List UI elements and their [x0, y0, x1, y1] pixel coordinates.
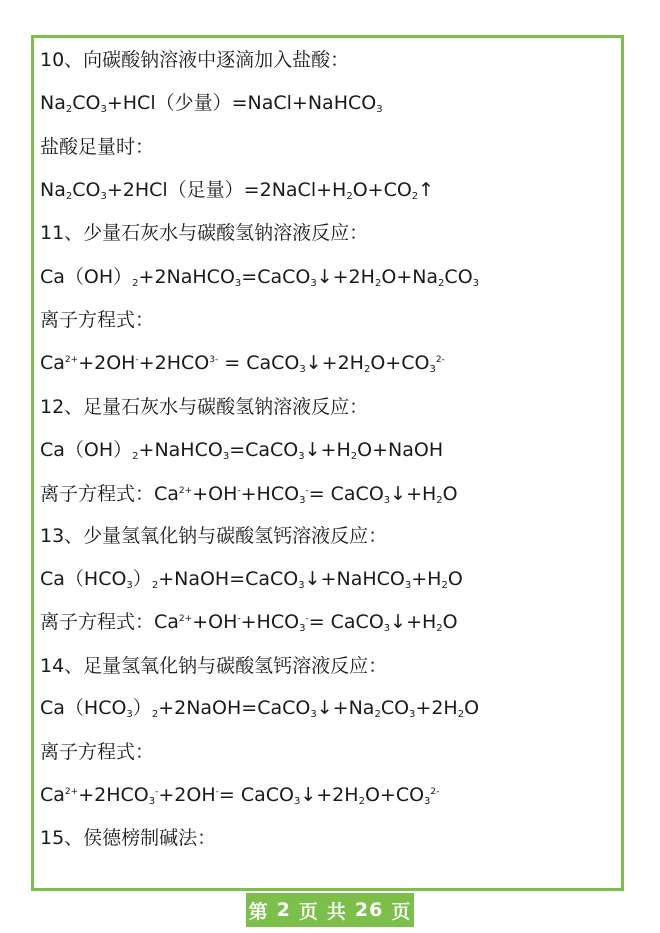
subscript: 3 [310, 278, 317, 289]
subscript: 3 [298, 580, 305, 591]
text-line [40, 782, 439, 808]
subscript: 3 [404, 580, 412, 591]
subscript: 2 [151, 580, 159, 591]
superscript: - [237, 486, 241, 496]
text-line [40, 177, 434, 203]
text-run: 盐酸足量时： [40, 136, 155, 158]
text-run: 11、少量石灰水与碳酸氢钠溶液反应： [40, 222, 369, 244]
text-line [40, 134, 154, 160]
subscript: 2 [346, 191, 353, 202]
text-run: CO [72, 92, 101, 114]
text-line [40, 394, 368, 420]
text-run: 离子方程式：Ca [40, 483, 179, 505]
subscript: 3 [429, 364, 436, 375]
text-run: Na [40, 179, 66, 201]
subscript: 3 [310, 709, 317, 720]
text-run: ↓+2H [305, 352, 364, 374]
text-run: ↓+Na [316, 697, 375, 719]
subscript: 2 [457, 709, 465, 720]
text-run: O+Na [381, 266, 439, 288]
footer-di: 第 [248, 900, 269, 923]
text-run: +2NaOH=CaCO [158, 697, 311, 719]
text-line [40, 739, 154, 765]
text-run: 12、足量石灰水与碳酸氢钠溶液反应： [40, 396, 369, 418]
subscript: 3 [299, 495, 306, 506]
text-run: ↓+H [390, 483, 437, 505]
subscript: 3 [293, 796, 301, 807]
text-line [40, 350, 445, 376]
subscript: 3 [383, 623, 391, 634]
subscript: 2 [374, 278, 382, 289]
subscript: 3 [424, 796, 431, 807]
text-run: +OH [192, 611, 238, 633]
superscript: - [135, 355, 139, 365]
subscript: 3 [409, 709, 416, 720]
text-run: = CaCO [308, 483, 384, 505]
text-run: Ca（HCO [40, 697, 127, 719]
text-run: ↓+H [390, 611, 437, 633]
subscript: 3 [472, 278, 480, 289]
superscript: 3- [209, 355, 219, 365]
text-run: O+CO [370, 352, 430, 374]
text-run: = CaCO [218, 352, 300, 374]
subscript: 2 [132, 451, 139, 462]
subscript: 3 [298, 451, 305, 462]
subscript: 3 [299, 364, 306, 375]
text-run: O+CO [352, 179, 412, 201]
text-run: ↓+NaHCO [304, 568, 405, 590]
text-run: Na [40, 92, 66, 114]
text-line [40, 566, 463, 592]
text-run: Ca [40, 352, 65, 374]
subscript: 2 [358, 796, 365, 807]
text-run: =CaCO [229, 439, 299, 461]
superscript: - [305, 614, 309, 624]
text-run: +2HCO [138, 352, 210, 374]
text-run: CO [72, 179, 101, 201]
text-run: O [442, 483, 458, 505]
superscript: - [237, 614, 241, 624]
text-run: +HCO [240, 611, 300, 633]
text-run: +2HCO [78, 784, 149, 806]
text-run: +H [411, 568, 442, 590]
text-run: =CaCO [241, 266, 311, 288]
text-run: ↓+2H [316, 266, 375, 288]
footer-current-page: 2 [276, 899, 291, 921]
text-run: +HCO [240, 483, 300, 505]
footer-ye-end: 页 [391, 900, 412, 923]
text-run: +HCl（少量）=NaCl+NaHCO [106, 92, 377, 114]
superscript: 2+ [178, 486, 193, 496]
text-run: Ca（HCO [40, 568, 127, 590]
text-run: +NaOH=CaCO [158, 568, 299, 590]
text-run: +OH [192, 483, 238, 505]
text-run: CO [380, 697, 410, 719]
text-run: O+NaOH [357, 439, 444, 461]
text-run: ） [132, 697, 152, 719]
subscript: 3 [376, 104, 383, 115]
subscript: 2 [374, 709, 381, 720]
superscript: - [155, 787, 159, 797]
text-line [40, 47, 349, 73]
text-run: 14、足量氢氧化钠与碳酸氢钙溶液反应： [40, 655, 388, 677]
text-run: Ca（OH） [40, 439, 133, 461]
subscript: 2 [411, 191, 419, 202]
subscript: 2 [65, 191, 73, 202]
subscript: 3 [126, 709, 133, 720]
superscript: - [305, 486, 309, 496]
text-run: O [442, 611, 458, 633]
text-line [40, 609, 458, 635]
text-run: +NaHCO [138, 439, 223, 461]
text-run: ↑ [418, 179, 435, 201]
text-line [40, 437, 443, 463]
subscript: 2 [438, 278, 445, 289]
subscript: 3 [234, 278, 242, 289]
text-run: CO [444, 266, 473, 288]
footer-gong: 共 [326, 900, 347, 923]
subscript: 3 [383, 495, 391, 506]
subscript: 2 [363, 364, 371, 375]
subscript: 2 [151, 709, 159, 720]
text-run: Ca [40, 784, 65, 806]
text-run: O [464, 697, 480, 719]
subscript: 3 [126, 580, 133, 591]
text-run: = CaCO [308, 611, 384, 633]
text-run: 15、侯德榜制碱法： [40, 827, 217, 849]
text-run: +2NaHCO [138, 266, 235, 288]
page-number-footer [246, 893, 414, 927]
superscript: 2- [435, 355, 445, 365]
text-run: O [447, 568, 463, 590]
subscript: 2 [350, 451, 358, 462]
footer-ye: 页 [298, 900, 319, 923]
text-run: ↓+H [304, 439, 351, 461]
text-run: 离子方程式： [40, 741, 155, 763]
text-run: 10、向碳酸钠溶液中逐滴加入盐酸： [40, 49, 350, 71]
text-line [40, 825, 216, 851]
text-line [40, 481, 458, 507]
text-run: ↓+2H [300, 784, 359, 806]
superscript: 2+ [178, 614, 193, 624]
superscript: 2+ [64, 355, 79, 365]
text-run: 13、少量氢氧化钠与碳酸氢钙溶液反应： [40, 525, 388, 547]
text-run: +2H [415, 697, 458, 719]
text-run: Ca（OH） [40, 266, 133, 288]
subscript: 3 [299, 623, 306, 634]
text-run: 离子方程式：Ca [40, 611, 179, 633]
text-run: O+CO [364, 784, 425, 806]
text-line [40, 695, 479, 721]
text-run: +2HCl（足量）=2NaCl+H [106, 179, 347, 201]
text-run: +2OH [78, 352, 136, 374]
footer-total-pages: 26 [354, 899, 384, 921]
text-line [40, 90, 383, 116]
text-line [40, 523, 387, 549]
text-run: +2OH [158, 784, 216, 806]
text-line [40, 220, 368, 246]
subscript: 3 [100, 191, 107, 202]
superscript: - [215, 787, 219, 797]
subscript: 2 [65, 104, 73, 115]
subscript: 2 [441, 580, 448, 591]
text-line [40, 653, 387, 679]
text-run: 离子方程式： [40, 309, 155, 331]
subscript: 2 [436, 623, 443, 634]
text-line [40, 307, 154, 333]
superscript: 2+ [64, 787, 79, 797]
subscript: 3 [100, 104, 107, 115]
superscript: 2- [430, 787, 440, 797]
subscript: 3 [148, 796, 156, 807]
subscript: 2 [132, 278, 139, 289]
subscript: 3 [222, 451, 230, 462]
subscript: 2 [436, 495, 443, 506]
text-run: ） [132, 568, 152, 590]
text-run: = CaCO [218, 784, 294, 806]
text-line [40, 264, 479, 290]
